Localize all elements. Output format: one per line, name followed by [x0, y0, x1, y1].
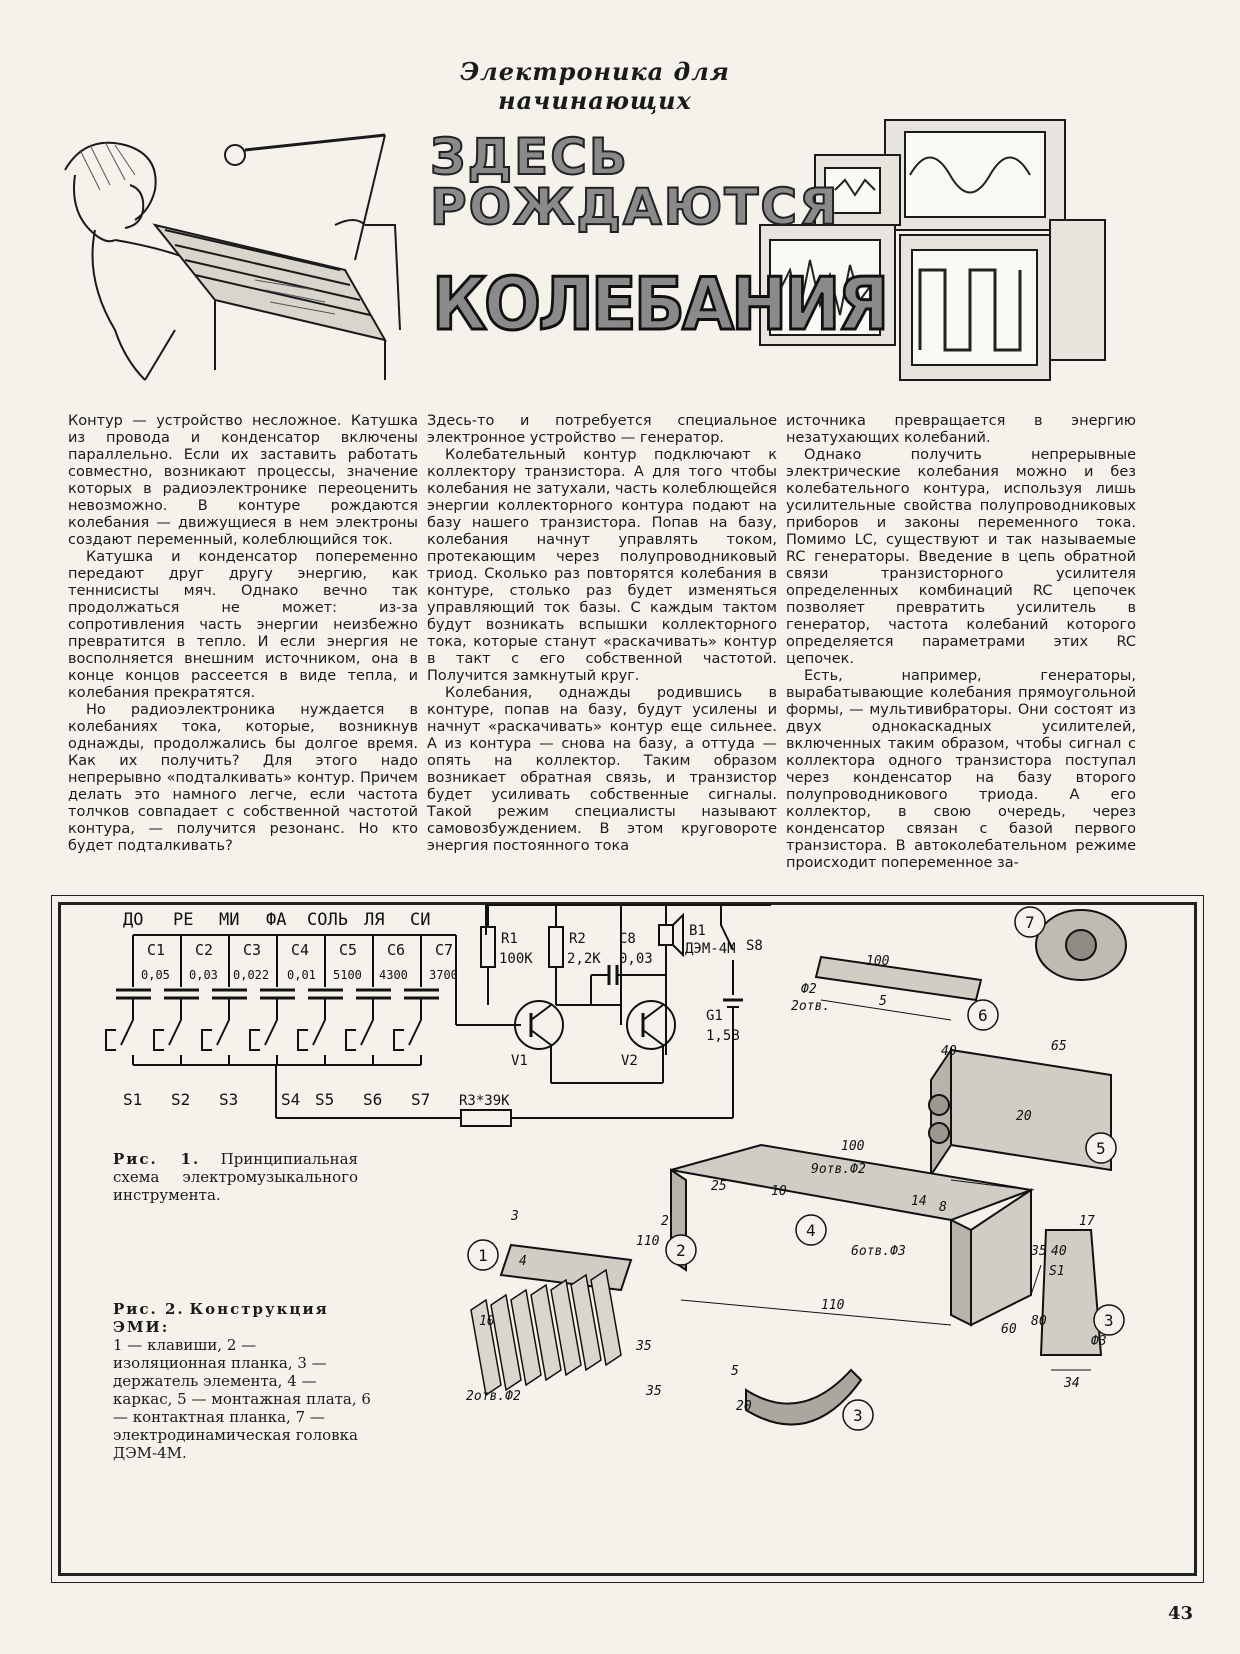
- part-label: 6: [978, 1006, 988, 1025]
- section-rubric: Электроника для начинающих: [460, 57, 730, 115]
- part-label: 1: [478, 1246, 488, 1265]
- b1-value: ДЭМ-4М: [685, 941, 736, 957]
- part-label: 2: [676, 1241, 686, 1260]
- switch-label: S5: [315, 1090, 335, 1109]
- dim-label: 20: [736, 1399, 752, 1414]
- paragraph: Катушка и конденсатор попеременно передают друг другу энергию, как теннисисты мяч. Однако вечно так продолжаться не может: из-за сопротивления часть энергии неизбежно превратится в тепло. И если энергия не восполняется внешним источником, она в конце концов рассеется в виде тепла, и колебания прекратятся.: [68, 549, 418, 701]
- figure-2-label: Рис. 2.: [113, 1300, 185, 1318]
- note-label: Ф3: [1091, 1334, 1107, 1349]
- dim-label: 34: [1064, 1376, 1080, 1391]
- dim-label: 40: [941, 1044, 957, 1059]
- note-label: 9отв.Ф2: [811, 1162, 866, 1177]
- pianist-illustration: [55, 130, 435, 385]
- paragraph: Колебания, однажды родившись в контуре, попав на базу, будут усилены и начнут «раскачивать» контур еще сильнее. А из контура — снова на базу, а оттуда — опять на коллектор. Таким образом возникает обратная связь, и транзистор будет усиливать собственные сигналы. Такой режим специалисты называют самовозбуждением. В этом круговороте энергия постоянного тока: [427, 685, 777, 854]
- column-3: [786, 413, 1136, 872]
- oscilloscopes-illustration: [800, 120, 1190, 390]
- cap-name: C7: [435, 941, 454, 959]
- part-label: 4: [806, 1221, 816, 1240]
- dim-label: 35: [646, 1384, 662, 1399]
- dim-label: 80: [1031, 1314, 1047, 1329]
- c8-value: 0,03: [619, 951, 653, 967]
- paragraph: источника превращается в энергию незатухающих колебаний.: [786, 413, 1136, 446]
- note-label: ФА: [266, 910, 287, 930]
- cap-name: C4: [291, 941, 310, 959]
- cap-value: 0,022: [233, 968, 270, 982]
- headline-line-1: ЗДЕСЬ: [430, 128, 630, 186]
- dim-label: 35: [636, 1339, 652, 1354]
- dim-label: 8: [939, 1200, 947, 1215]
- page-number: 43: [1168, 1603, 1194, 1624]
- part-label: 3: [853, 1406, 863, 1425]
- part-label: 7: [1025, 913, 1035, 932]
- dim-label: 14: [911, 1194, 927, 1209]
- paragraph: Колебательный контур подключают к коллектору транзистора. А для того чтобы колебания не затухали, часть колеблющейся энергии коллекторного контура подают на базу нашего транзистора. Попав на базу, колебания начнут управлять током, протекающим через полупроводниковый триод. Сколько раз повторятся колебания в контуре, столько раз будет изменяться управляющий ток базы. С каждым тактом будут возникать вспышки коллекторного тока, которые станут «раскачивать» контур в такт с его собственной частотой. Получится замкнутый круг.: [427, 447, 777, 684]
- note-label: S1: [1049, 1264, 1065, 1279]
- dim-label: 5: [879, 994, 887, 1009]
- note-label: СОЛЬ: [307, 910, 348, 930]
- dim-label: 10: [771, 1184, 787, 1199]
- figure-1-caption: [113, 1150, 358, 1204]
- cap-name: C5: [339, 941, 358, 959]
- paragraph: Но радиоэлектроника нуждается в колебаниях тока, которые, возникнув однажды, продолжались бы долгое время. Как их получить? Для этого надо непрерывно «подталкивать» контур. Причем делать это намного легче, если частота толчков совпадает с собственной частотой контура, — получится резонанс. Но кто будет подталкивать?: [68, 702, 418, 854]
- dim-label: 65: [1051, 1039, 1067, 1054]
- b1-label: B1: [689, 923, 706, 939]
- dim-label: 60: [1001, 1322, 1017, 1337]
- figure-1-text: Принципиальная схема электромузыкального инструмента.: [113, 1150, 358, 1204]
- cap-value: 3700: [429, 968, 458, 982]
- cap-value: 5100: [333, 968, 362, 982]
- column-1: [68, 413, 418, 855]
- cap-value: 0,05: [141, 968, 170, 982]
- note-label: СИ: [410, 910, 431, 930]
- paragraph: Однако получить непрерывные электрические колебания можно и без колебательного контура, используя лишь усилительные свойства полупроводниковых приборов и законы переменного тока. Помимо LC, существуют и так называемые RC генераторы. Введение в цепь обратной связи транзисторного усилителя определенных комбинаций RC цепочек позволяет превратить усилитель в генератор, частота колебаний которого определяется параметрами этих RC цепочек.: [786, 447, 1136, 667]
- paragraph: Контур — устройство несложное. Катушка из провода и конденсатор включены параллельно. Если их заставить работать совместно, возникают процессы, значение которых в радиоэлектронике переоценить невозможно. В контуре рождаются колебания — движущиеся в нем электроны создают переменный, колеблющийся ток.: [68, 413, 418, 548]
- note-label: 2отв.: [791, 999, 831, 1014]
- switch-label: S3: [219, 1090, 239, 1109]
- note-label: МИ: [219, 910, 240, 930]
- part-label: 3: [1104, 1311, 1114, 1330]
- dim-label: 2: [661, 1214, 669, 1229]
- dim-label: 17: [1079, 1214, 1095, 1229]
- figure-1-label: Рис. 1.: [113, 1150, 201, 1168]
- dim-label: 100: [841, 1139, 865, 1154]
- figure-2-title: Конструкция ЭМИ:: [113, 1300, 329, 1336]
- note-label: Ф2: [801, 982, 817, 997]
- v2-label: V2: [621, 1053, 638, 1069]
- note-label: РЕ: [173, 910, 194, 930]
- dim-label: 110: [636, 1234, 660, 1249]
- r1-label: R1: [501, 931, 518, 947]
- dim-label: 25: [711, 1179, 727, 1194]
- switch-label: S1: [123, 1090, 143, 1109]
- cap-value: 0,01: [287, 968, 316, 982]
- cap-value: 4300: [379, 968, 408, 982]
- figure-2-caption: [113, 1300, 373, 1462]
- note-label: 6отв.Ф3: [851, 1244, 906, 1259]
- dim-label: 35: [1031, 1244, 1047, 1259]
- s8-label: S8: [746, 938, 763, 954]
- g1-label: G1: [706, 1008, 723, 1024]
- cap-name: C2: [195, 941, 214, 959]
- dim-label: 40: [1051, 1244, 1067, 1259]
- switch-label: S4: [281, 1090, 301, 1109]
- dim-label: 3: [511, 1209, 519, 1224]
- note-label: ЛЯ: [364, 910, 385, 930]
- cap-name: C1: [147, 941, 166, 959]
- cap-name: C3: [243, 941, 262, 959]
- dim-label: 5: [731, 1364, 739, 1379]
- dim-label: 100: [866, 954, 890, 969]
- g1-value: 1,5В: [706, 1028, 740, 1044]
- paragraph: Есть, например, генераторы, вырабатывающие колебания прямоугольной формы, — мультивибраторы. Они состоят из двух однокаскадных усилителей, включенных таким образом, чтобы сигнал с коллектора одного транзистора поступал через конденсатор на базу второго полупроводникового триода. А его коллектор, в свою очередь, через конденсатор связан с базой первого транзистора. В автоколебательном режиме происходит попеременное за-: [786, 668, 1136, 871]
- c8-label: C8: [619, 931, 636, 947]
- headline-line-3: КОЛЕБАНИЯ: [432, 262, 887, 346]
- note-label: ДО: [123, 910, 144, 930]
- r1-value: 100К: [499, 951, 533, 967]
- v1-label: V1: [511, 1053, 528, 1069]
- headline-line-2: РОЖДАЮТСЯ: [430, 178, 840, 236]
- dim-label: 4: [519, 1254, 527, 1269]
- article-body: [68, 413, 1188, 893]
- figure-box: [58, 902, 1197, 1576]
- cap-value: 0,03: [189, 968, 218, 982]
- column-2: [427, 413, 777, 855]
- paragraph: Здесь-то и потребуется специальное электронное устройство — генератор.: [427, 413, 777, 446]
- switch-label: S2: [171, 1090, 191, 1109]
- r2-value: 2,2К: [567, 951, 601, 967]
- dim-label: 20: [1016, 1109, 1032, 1124]
- dim-label: 10: [479, 1314, 495, 1329]
- note-label: 2отв.Ф2: [466, 1389, 521, 1404]
- part-label: 5: [1096, 1139, 1106, 1158]
- dim-label: 110: [821, 1298, 845, 1313]
- r3-label: R3*39К: [459, 1093, 510, 1109]
- r2-label: R2: [569, 931, 586, 947]
- construction-drawing: [391, 905, 1181, 1565]
- figure-2-legend: 1 — клавиши, 2 — изоляционная планка, 3 — держатель элемента, 4 — каркас, 5 — монтажная плата, 6 — контактная планка, 7 — электродинамическая головка ДЭМ-4М.: [113, 1336, 371, 1462]
- switch-label: S7: [411, 1090, 431, 1109]
- cap-name: C6: [387, 941, 406, 959]
- switch-label: S6: [363, 1090, 383, 1109]
